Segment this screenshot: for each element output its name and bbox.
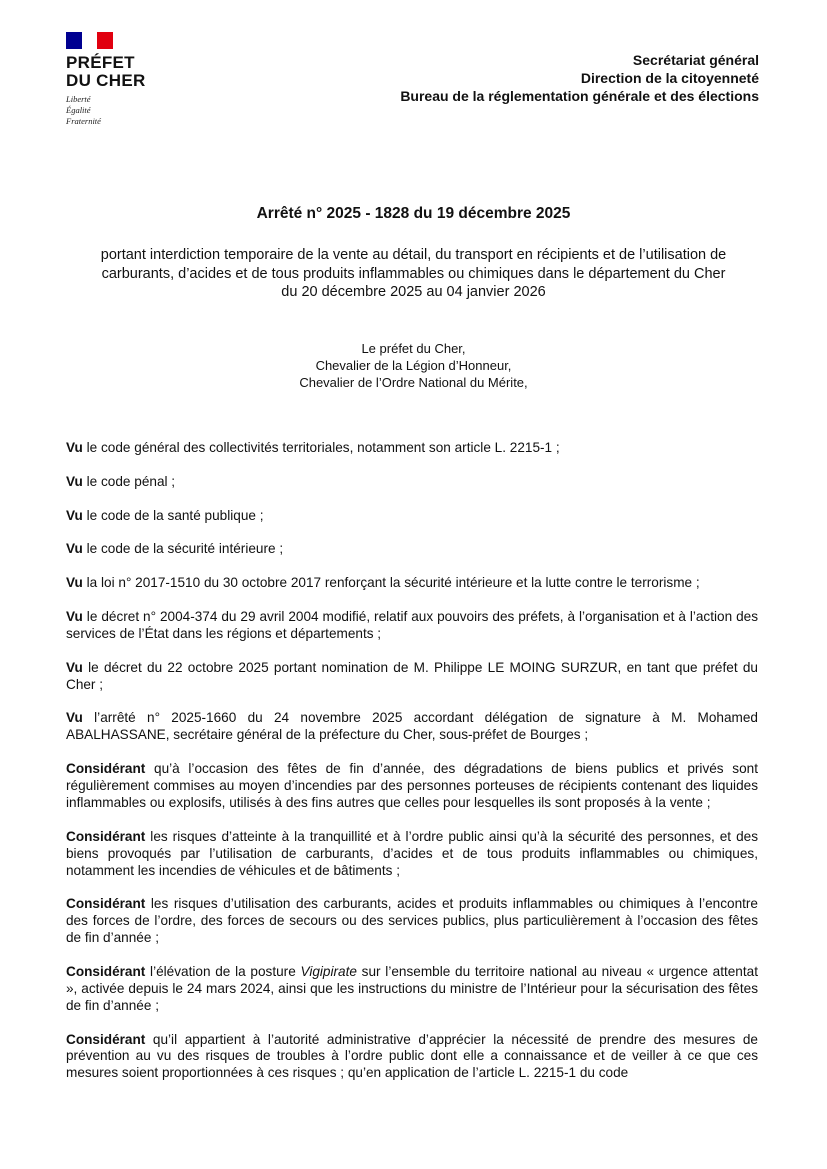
paragraph-text: sur l’ensemble du territoire national au niveau « urgence attentat », activée depuis le 24 mars 2024, ainsi que les instructions du ministre de l’Intérieur pour la sécurisation des fêtes de fin d’année ; xyxy=(66,963,758,1013)
paragraph-lead: Considérant xyxy=(66,963,146,979)
office-line: Secrétariat général xyxy=(632,52,759,68)
logo-title-line: DU CHER xyxy=(66,71,146,90)
prefecture-logo xyxy=(66,32,156,127)
logo-motto xyxy=(66,94,156,127)
prefet-line: Chevalier de la Légion d’Honneur, xyxy=(315,358,512,373)
paragraph-text: qu’à l’occasion des fêtes de fin d’année, des dégradations de biens publics et privés sont régulièrement commises au moyen d’incendies par des personnes porteuses de récipients contenant des liquides inflammables ou explosifs, utilisés à des fins autres que celles pour lesquelles ils sont proposés à la vente ; xyxy=(66,761,758,810)
visa-paragraph xyxy=(66,575,758,592)
visa-paragraph xyxy=(66,440,758,457)
paragraph-lead: Considérant xyxy=(66,828,146,844)
paragraph-lead: Vu xyxy=(66,659,83,675)
paragraph-text: le décret du 22 octobre 2025 portant nomination de M. Philippe LE MOING SURZUR, en tant que préfet du Cher ; xyxy=(66,659,758,692)
motto-line: Fraternité xyxy=(66,116,101,126)
paragraph-lead: Vu xyxy=(66,507,83,523)
paragraph-lead: Vu xyxy=(66,473,83,489)
paragraph-italic: Vigipirate xyxy=(300,963,357,979)
prefet-line: Chevalier de l’Ordre National du Mérite, xyxy=(299,375,528,390)
motto-line: Liberté xyxy=(66,94,91,104)
paragraph-lead: Considérant xyxy=(66,896,146,912)
visa-paragraph xyxy=(66,474,758,491)
paragraph-lead: Vu xyxy=(66,440,83,455)
document-body xyxy=(66,440,758,1099)
paragraph-lead: Vu xyxy=(66,575,83,591)
office-line: Bureau de la réglementation générale et des élections xyxy=(400,88,759,104)
considerant-paragraph xyxy=(66,964,758,1015)
logo-title-line: PRÉFET xyxy=(66,53,135,72)
considerant-paragraph xyxy=(66,761,758,812)
french-flag-icon xyxy=(66,32,113,49)
prefet-line: Le préfet du Cher, xyxy=(361,341,466,356)
visa-paragraph xyxy=(66,541,758,558)
paragraph-text: le décret n° 2004-374 du 29 avril 2004 modifié, relatif aux pouvoirs des préfets, à l’organisation et à l’action des services de l’État dans les régions et départements ; xyxy=(66,608,758,641)
prefet-titles xyxy=(0,340,827,391)
paragraph-text: les risques d’utilisation des carburants, acides et produits inflammables ou chimiques à l’encontre des forces de l’ordre, des forces de secours ou des services publics, plus particulièrement à l’occasion des fêtes de fin d’année ; xyxy=(66,896,758,946)
considerant-paragraph xyxy=(66,829,758,880)
paragraph-lead: Vu xyxy=(66,608,83,624)
motto-line: Égalité xyxy=(66,105,91,115)
issuing-office xyxy=(400,51,759,105)
paragraph-text: qu’il appartient à l’autorité administrative d’apprécier la nécessité de prendre des mesures de prévention au vu des risques de troubles à l’ordre public dont elle a connaissance et de veiller à ce que ces mesures soient proportionnées à ces risques ; qu’en application de l’article L. 2215-1 du code xyxy=(66,1031,758,1081)
office-line: Direction de la citoyenneté xyxy=(580,70,759,86)
logo-title xyxy=(66,54,156,90)
document-title: Arrêté n° 2025 - 1828 du 19 décembre 2025 xyxy=(256,205,571,222)
considerant-paragraph xyxy=(66,1032,758,1083)
paragraph-text: le code général des collectivités territoriales, notamment son article L. 2215-1 ; xyxy=(82,440,560,455)
paragraph-text: le code pénal ; xyxy=(82,473,176,489)
paragraph-lead: Vu xyxy=(66,710,83,726)
paragraph-lead: Considérant xyxy=(66,761,146,777)
paragraph-text: les risques d’atteinte à la tranquillité et à l’ordre public ainsi qu’à la sécurité des personnes, et des biens provoqués par l’utilisation de carburants, d’acides et de tous produits inflammables ou chimiques, notamment les incendies de véhicules et de bâtiments ; xyxy=(66,828,758,878)
document-subtitle: portant interdiction temporaire de la vente au détail, du transport en récipients et de l’utilisation de carburants, d’acides et de tous produits inflammables ou chimiques dans le département du Cher du 20 décembre 2025 au 04 janvier 2026 xyxy=(100,247,727,300)
paragraph-text: le code de la sécurité intérieure ; xyxy=(82,541,284,557)
paragraph-lead: Considérant xyxy=(66,1031,146,1047)
visa-paragraph xyxy=(66,508,758,525)
visa-paragraph xyxy=(66,710,758,744)
paragraph-lead: Vu xyxy=(66,541,83,557)
paragraph-text: le code de la santé publique ; xyxy=(82,507,264,523)
visa-paragraph xyxy=(66,609,758,643)
paragraph-text: l’élévation de la posture xyxy=(145,963,301,979)
paragraph-text: la loi n° 2017-1510 du 30 octobre 2017 renforçant la sécurité intérieure et la lutte contre le terrorisme ; xyxy=(82,575,700,591)
considerant-paragraph xyxy=(66,896,758,947)
visa-paragraph xyxy=(66,660,758,694)
paragraph-text: l’arrêté n° 2025-1660 du 24 novembre 2025 accordant délégation de signature à M. Mohamed ABALHASSANE, secrétaire général de la préfecture du Cher, sous-préfet de Bourges ; xyxy=(66,710,758,743)
